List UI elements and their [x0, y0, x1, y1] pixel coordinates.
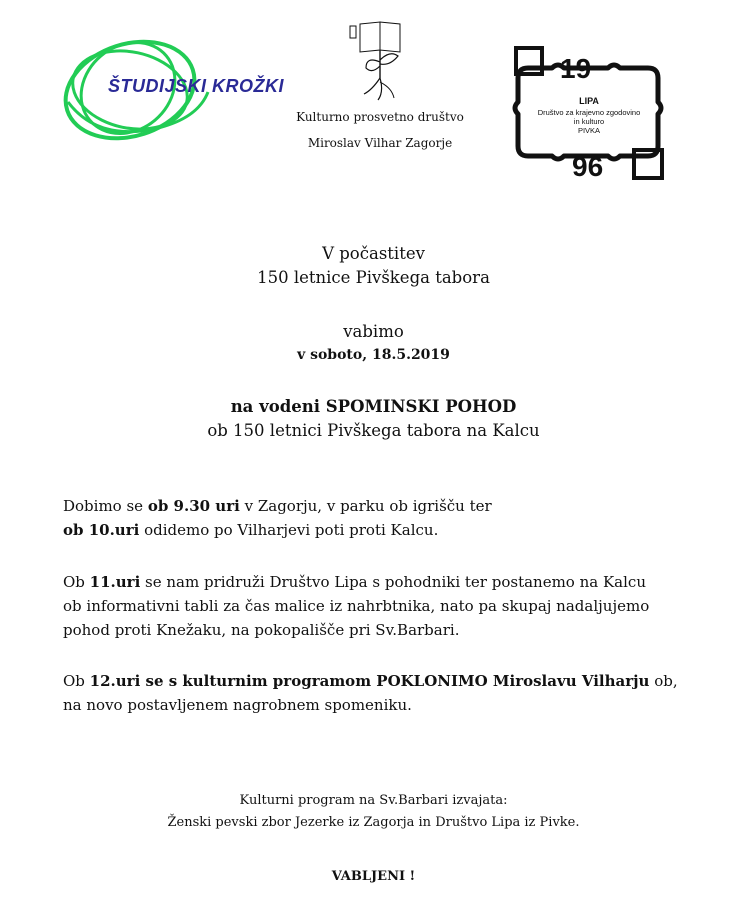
studijski-krozki-text: ŠTUDIJSKI KROŽKI [108, 76, 285, 96]
kpd-logo [280, 20, 480, 165]
lipa-year-top: 19 [560, 53, 592, 84]
p1-departure-time: ob 10.uri [63, 521, 140, 539]
p3-suffix: ob, [649, 672, 678, 690]
p2-time: 11.uri [89, 573, 141, 591]
p1-text-rest: v Zagorju, v parku ob igrišču ter [239, 497, 492, 515]
closing-text: VABLJENI ! [331, 869, 416, 884]
lipa-line2: in kulturo [573, 117, 605, 126]
p2-line2: ob informativni tabli za čas malice iz nahrbtnika, nato pa skupaj nadaljujemo [63, 597, 650, 615]
header-line1: V počastitev [322, 244, 425, 263]
lipa-name: LIPA [579, 96, 599, 106]
kpd-name-line1: Kulturno prosvetno društvo [296, 110, 464, 124]
p3-line2: na novo postavljenem nagrobnem spomeniku. [63, 696, 412, 714]
footer-line1: Kulturni program na Sv.Barbari izvajata: [239, 793, 508, 808]
invite-text: vabimo [343, 322, 404, 341]
paragraph-lipa [63, 570, 703, 642]
paragraph-tribute [63, 669, 703, 717]
lipa-line1: Društvo za krajevno zgodovino [537, 108, 641, 117]
event-date: v soboto, 18.5.2019 [297, 347, 450, 363]
event-block [0, 395, 747, 443]
p1-time: ob 9.30 uri [147, 497, 240, 515]
footer-line2: Ženski pevski zbor Jezerke iz Zagorja in Društvo Lipa iz Pivke. [167, 815, 580, 830]
lipa-year-bottom: 96 [572, 151, 604, 182]
header-line2: 150 letnice Pivškega tabora [257, 268, 490, 287]
header-block [0, 242, 747, 290]
event-subtitle: ob 150 letnici Pivškega tabora na Kalcu [207, 421, 540, 440]
p1-text: Dobimo se [63, 497, 148, 515]
lipa-emblem [508, 38, 670, 184]
p2-prefix: Ob [63, 573, 90, 591]
studijski-krozki-logo [58, 32, 293, 148]
paragraph-meeting [63, 494, 703, 542]
book-flower-icon [280, 20, 480, 115]
p2-line3: pohod proti Knežaku, na pokopališče pri Sv.Barbari. [63, 621, 460, 639]
kpd-name-line2: Miroslav Vilhar Zagorje [307, 136, 453, 150]
p1-departure-text: odidemo po Vilharjevi poti proti Kalcu. [139, 521, 439, 539]
closing-block [0, 866, 747, 888]
lipa-logo [508, 38, 670, 184]
event-title: na vodeni SPOMINSKI POHOD [230, 397, 517, 416]
p2-text: se nam pridruži Društvo Lipa s pohodniki ter postanemo na Kalcu [140, 573, 646, 591]
lipa-line3: PIVKA [577, 126, 601, 135]
footer-block [0, 790, 747, 834]
p3-prefix: Ob [63, 672, 90, 690]
p3-bold-text: 12.uri se s kulturnim programom POKLONIMO Miroslavu Vilharju [89, 672, 650, 690]
invite-block [0, 320, 747, 366]
